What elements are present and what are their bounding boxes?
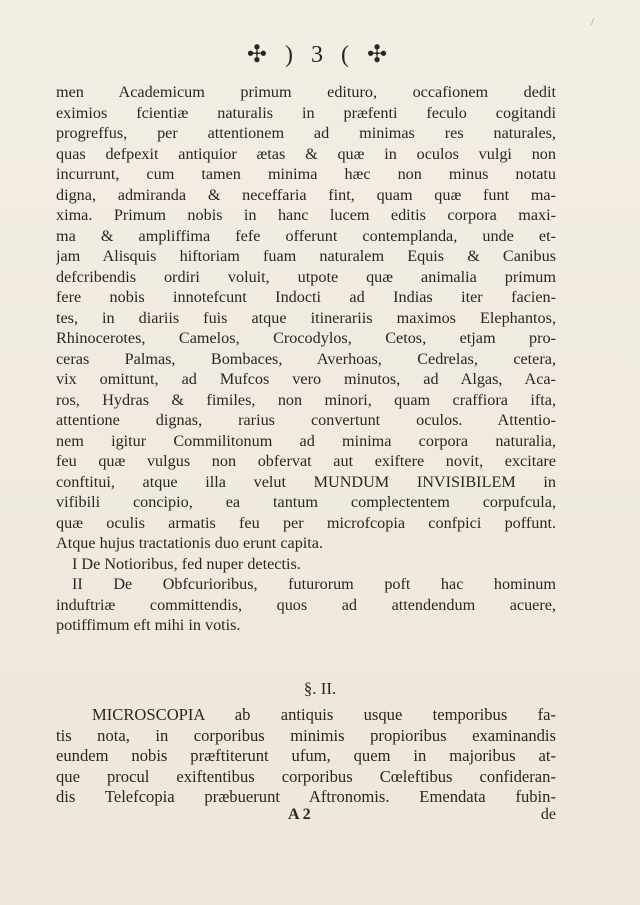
paragraph-2: [56, 705, 556, 808]
text-line: digna, admiranda & neceffaria fint, quam quæ funt ma-: [56, 185, 556, 204]
page-header: ✣ ) 3 ( ✣: [246, 42, 394, 68]
text-line: Atque hujus tractationis duo erunt capita.: [56, 534, 324, 552]
list-item-2-line: II De Obfcurioribus, futurorum poft hac hominum: [72, 575, 556, 593]
paragraph-1: [56, 82, 556, 636]
text-line: ros, Hydras & fimiles, non minori, quam craffiora ifta,: [56, 390, 556, 409]
text-line: men Academicum primum editurο, occafionem dedit: [56, 83, 556, 101]
text-line: eundem nobis præftiterunt ufum, quem in majoribus at-: [56, 746, 556, 765]
page-footer: [56, 806, 556, 828]
text-line: ceras Palmas, Bombaces, Averhoas, Cedrelas, cetera,: [56, 349, 556, 368]
text-line: MICROSCOPIA ab antiquis usque temporibus fa-: [92, 705, 556, 724]
text-line: dis Telefcopia præbuerunt Aftronomis. Emendata fubin-: [56, 787, 556, 806]
list-item-2-line: induftriæ committendis, quos ad attendendum acuere,: [56, 595, 556, 614]
signature-mark: A 2: [288, 806, 311, 823]
text-line: jam Alisquis hiftoriam fuam naturalem Equis & Canibus: [56, 247, 556, 265]
text-line: attentione dignas, rarius convertunt oculos. Attentio-: [56, 411, 556, 429]
text-line: nem igitur Commilitonum ad minima corpora naturalia,: [56, 431, 556, 450]
text-line: vifibili concipio, ea tantum complectentem corpufcula,: [56, 493, 556, 511]
section-heading: §. II.: [303, 679, 337, 698]
text-line: defcribendis ordiri voluit, utpote quæ animalia primum: [56, 267, 556, 286]
list-item-2-line: potiffimum eft mihi in votis.: [56, 616, 241, 634]
text-line: incurrunt, cum tamen minima hæc non minus notatu: [56, 165, 556, 183]
text-line: vix omittunt, ad Mufcos vero minutos, ad Algas, Aca-: [56, 370, 556, 388]
text-line: que procul exiftentibus corporibus Cœleftibus confideran-: [56, 766, 556, 786]
text-line: xima. Primum nobis in hanc lucem editis corpora maxi-: [56, 206, 556, 224]
text-line: Rhinocerotes, Camelos, Crocodylos, Cetos, etjam pro-: [56, 329, 556, 347]
text-line: tis nota, in corporibus minimis propioribus examinandis: [56, 725, 556, 745]
text-line: quas defpexit antiquior ætas & quæ in oculos vulgi non: [56, 144, 556, 163]
text-line: tes, in diariis fuis atque itinerariis maximos Elephantos,: [56, 308, 556, 327]
text-line: feu quæ vulgus non obfervat aut exiftere novit, excitare: [56, 452, 556, 470]
text-line: quæ oculis armatis feu per microfcopia confpici poffunt.: [56, 513, 556, 532]
text-line: ma & ampliffima fefe offerunt contemplanda, unde et-: [56, 226, 556, 245]
list-item-1: I De Notioribus, fed nuper detectis.: [72, 554, 301, 573]
page-corner-mark: /: [590, 16, 594, 28]
text-line: progreffus, per attentionem ad minimas res naturales,: [56, 124, 556, 142]
text-line: fere nobis innotefcunt Indocti ad Indias iter facien-: [56, 288, 556, 306]
text-line: eximios fcientiæ naturalis in præfenti feculo cogitandi: [56, 103, 556, 122]
text-line: conftitui, atque illa velut MUNDUM INVISIBILEM in: [56, 472, 556, 491]
catchword: de: [540, 806, 556, 823]
